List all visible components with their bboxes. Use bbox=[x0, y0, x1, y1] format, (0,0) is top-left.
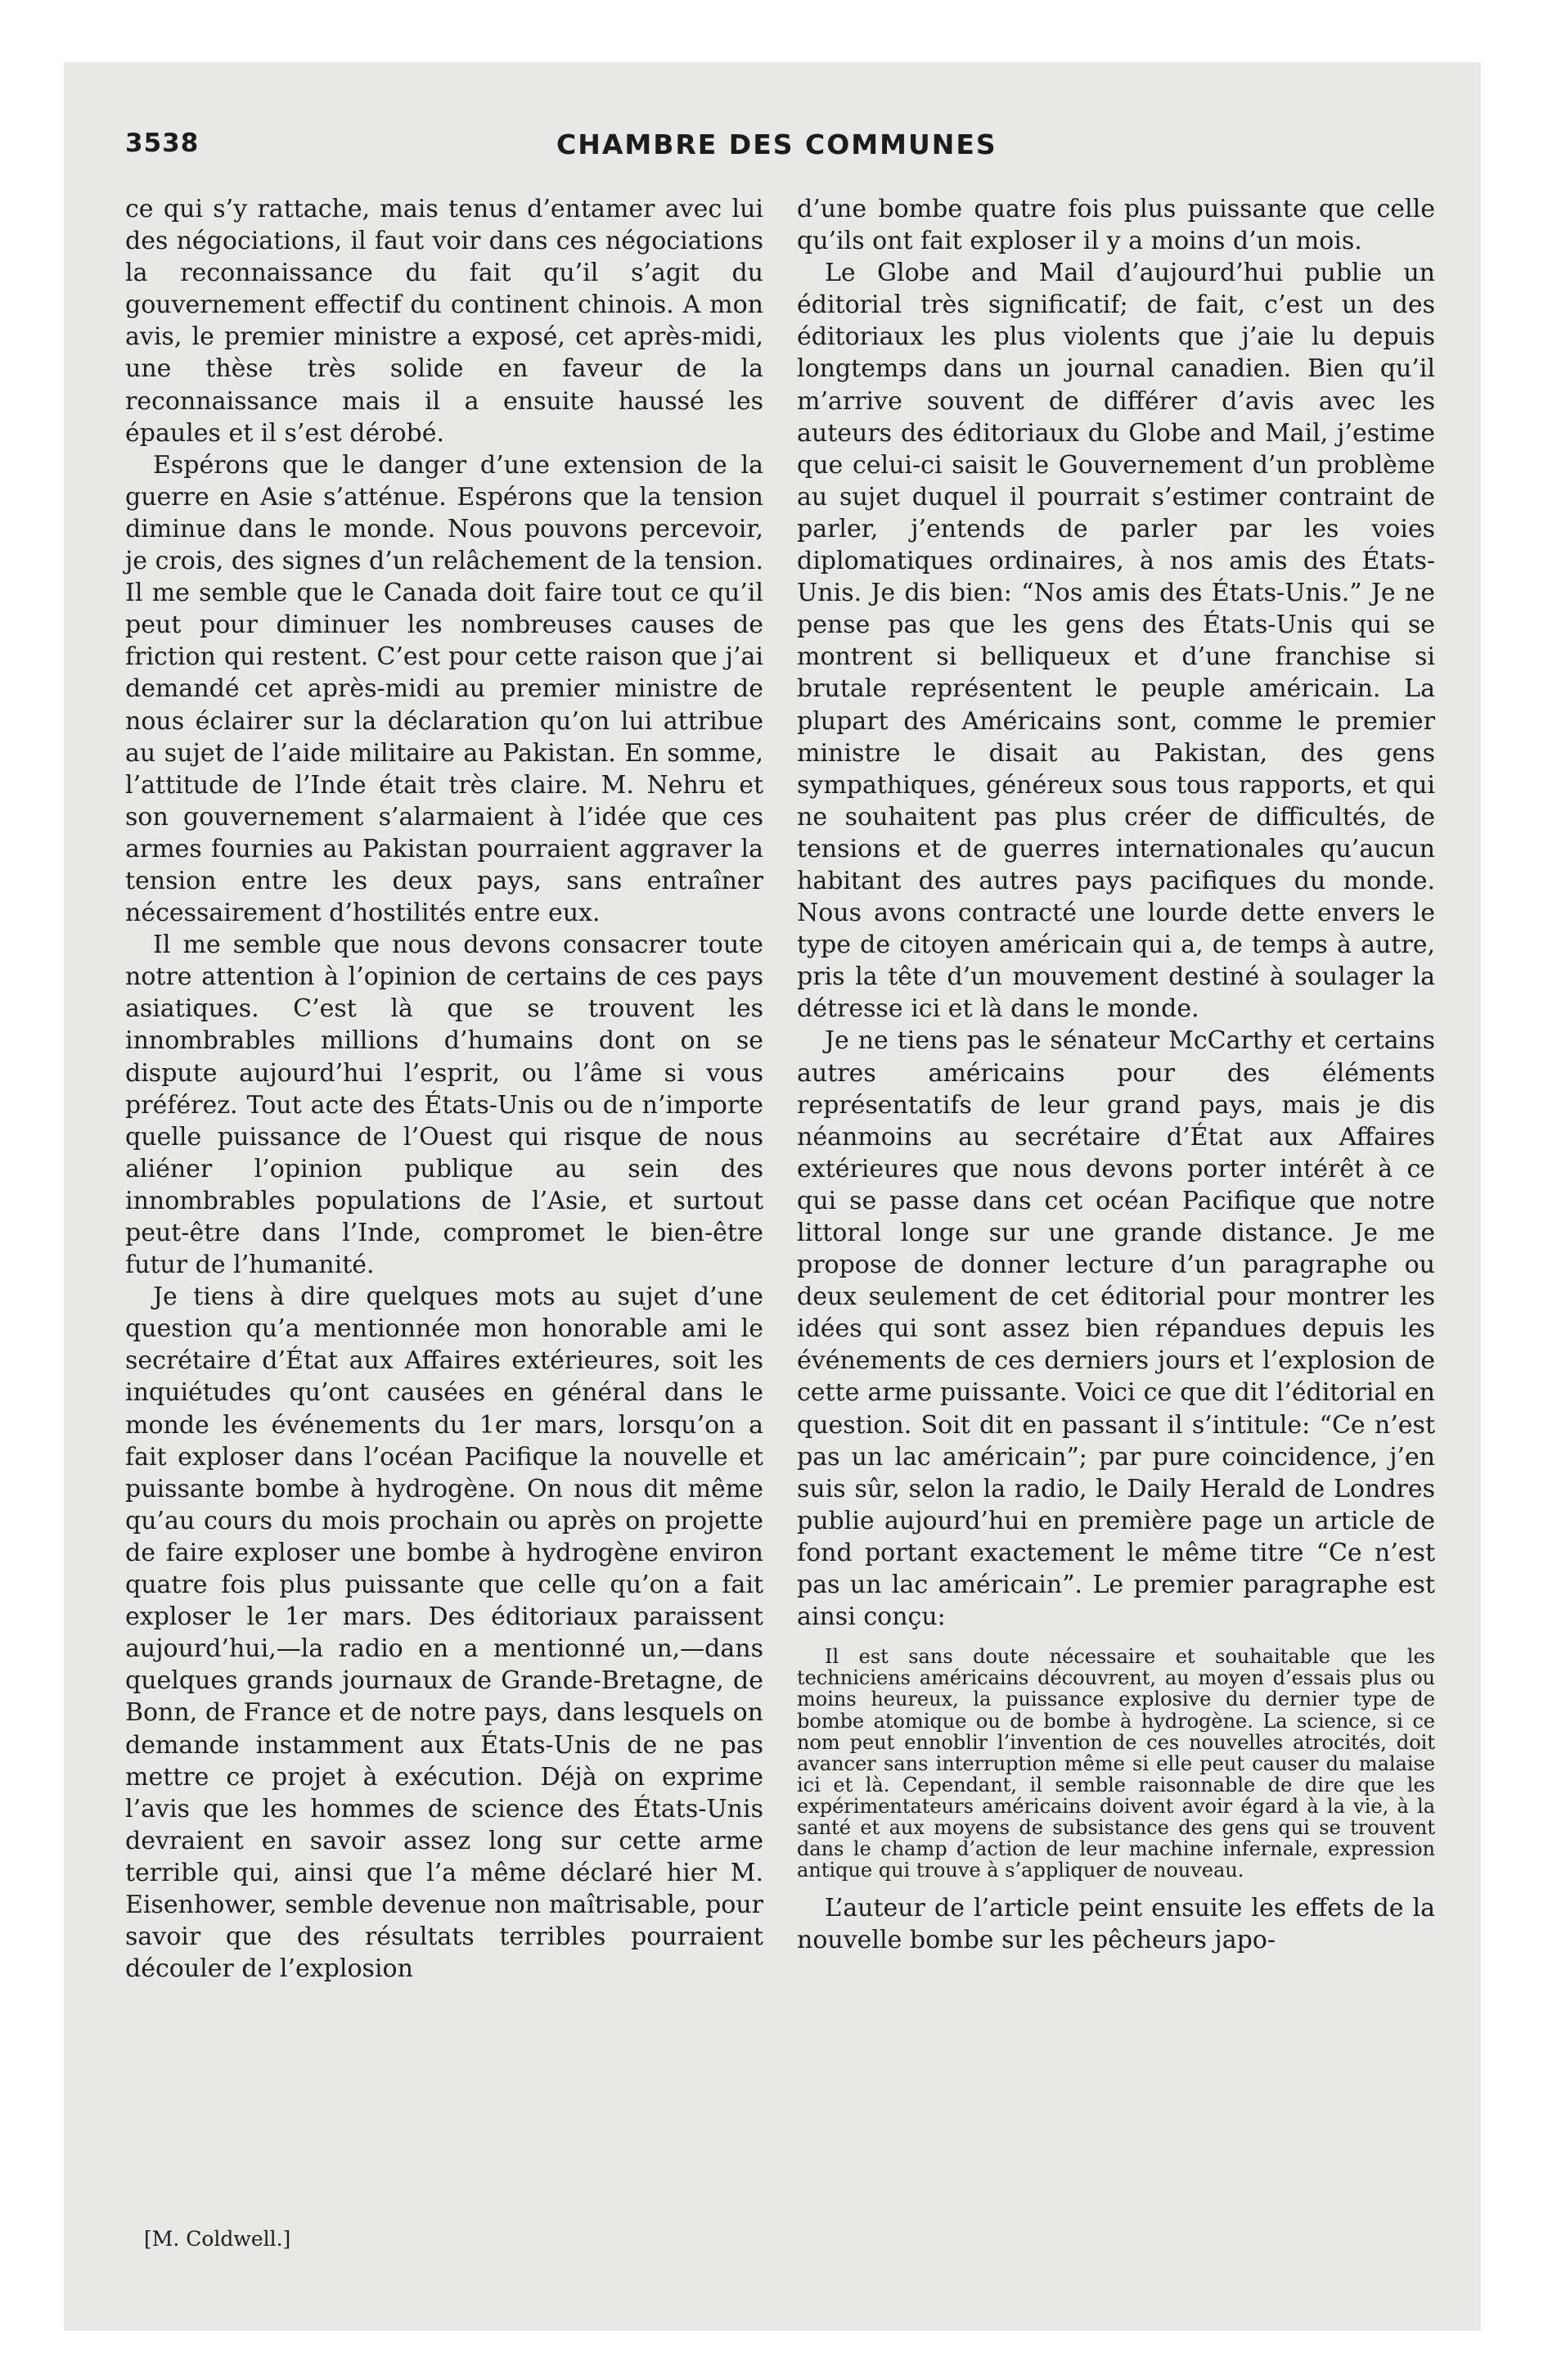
right-column bbox=[797, 193, 1435, 1956]
paragraph: L’auteur de l’article peint ensuite les effets de la nouvelle bombe sur les pêcheurs japo- bbox=[797, 1894, 1435, 1955]
paragraph: Je ne tiens pas le sénateur McCarthy et certains autres américains pour des éléments représentatifs de leur grand pays, mais je dis néanmoins au secrétaire d’État aux Affaires extérieures que nous devons porter intérêt à ce qui se passe dans cet océan Pacifique que notre littoral longe sur une grande distance. Je me propose de donner lecture d’un paragraphe ou deux seulement de cet éditorial pour montrer les idées qui sont assez bien répandues depuis les événements de ces derniers jours et l’explosion de cette arme puissante. Voici ce que dit l’éditorial en question. Soit dit en passant il s’intitule: “Ce n’est pas un lac américain”; par pure coincidence, j’en suis sûr, selon la radio, le Daily Herald de Londres publie aujourd’hui en première page un article de fond portant exactement le même titre “Ce n’est pas un lac américain”. Le premier paragraphe est ainsi conçu: bbox=[797, 1026, 1435, 1632]
paragraph: d’une bombe quatre fois plus puissante que celle qu’ils ont fait exploser il y a moins d’un mois. bbox=[797, 195, 1435, 256]
paragraph: Le Globe and Mail d’aujourd’hui publie un éditorial très significatif; de fait, c’est un des éditoriaux les plus violents que j’aie lu depuis longtemps dans un journal canadien. Bien qu’il m’arrive souvent de différer d’avis avec les auteurs des éditoriaux du Globe and Mail, j’estime que celui-ci saisit le Gouvernement d’un problème au sujet duquel il pourrait s’estimer contraint de parler, j’entends de parler par les voies diplomatiques ordinaires, à nos amis des États-Unis. Je dis bien: “Nos amis des États-Unis.” Je ne pense pas que les gens des États-Unis qui se montrent si belliqueux et d’une franchise si brutale représentent le peuple américain. La plupart des Américains sont, comme le premier ministre le disait au Pakistan, des gens sympathiques, généreux sous tous rapports, et qui ne souhaitent pas plus créer de difficultés, de tensions et de guerres internationales qu’aucun habitant des autres pays pacifiques du monde. Nous avons contracté une lourde dette envers le type de citoyen américain qui a, de temps à autre, pris la tête d’un mouvement destiné à soulager la détresse ici et là dans le monde. bbox=[797, 259, 1435, 1024]
block-quote: Il est sans doute nécessaire et souhaitable que les techniciens américains découvrent, au moyen d’essais plus ou moins heureux, la puissance explosive du dernier type de bombe atomique ou de bombe à hydrogène. La science, si ce nom peut ennoblir l’invention de ces nouvelles atrocités, doit avancer sans interruption même si elle peut causer du malaise ici et là. Cependant, il semble raisonnable de dire que les expérimentateurs américains doivent avoir égard à la vie, à la santé et aux moyens de subsistance des gens qui se trouvent dans le champ d’action de leur machine infernale, expression antique qui trouve à s’appliquer de nouveau. bbox=[797, 1645, 1435, 1882]
page-number: 3538 bbox=[125, 128, 200, 158]
paragraph: Je tiens à dire quelques mots au sujet d’une question qu’a mentionnée mon honorable ami le secrétaire d’État aux Affaires extérieures, soit les inquiétudes qu’ont causées en général dans le monde les événements du 1er mars, lorsqu’on a fait exploser dans l’océan Pacifique la nouvelle et puissante bombe à hydrogène. On nous dit même qu’au cours du mois prochain ou après on projette de faire exploser une bombe à hydrogène environ quatre fois plus puissante que celle qu’on a fait exploser le 1er mars. Des éditoriaux paraissent aujourd’hui,—la radio en a mentionné un,—dans quelques grands journaux de Grande-Bretagne, de Bonn, de France et de notre pays, dans lesquels on demande instamment aux États-Unis de ne pas mettre ce projet à exécution. Déjà on exprime l’avis que les hommes de science des États-Unis devraient en savoir assez long sur cette arme terrible qui, ainsi que l’a même déclaré hier M. Eisenhower, semble devenue non maîtrisable, pour savoir que des résultats terribles pourraient découler de l’explosion bbox=[125, 1282, 763, 1984]
paragraph: Espérons que le danger d’une extension de la guerre en Asie s’atténue. Espérons que la tension diminue dans le monde. Nous pouvons percevoir, je crois, des signes d’un relâchement de la tension. Il me semble que le Canada doit faire tout ce qu’il peut pour diminuer les nombreuses causes de friction qui restent. C’est pour cette raison que j’ai demandé cet après-midi au premier ministre de nous éclairer sur la déclaration qu’on lui attribue au sujet de l’aide militaire au Pakistan. En somme, l’attitude de l’Inde était très claire. M. Nehru et son gouvernement s’alarmaient à l’idée que ces armes fournies au Pakistan pourraient aggraver la tension entre les deux pays, sans entraîner nécessairement d’hostilités entre eux. bbox=[125, 450, 763, 928]
left-column bbox=[125, 193, 763, 1985]
speaker-attribution: [M. Coldwell.] bbox=[144, 2227, 291, 2251]
running-head: CHAMBRE DES COMMUNES bbox=[556, 128, 997, 160]
paragraph: Il me semble que nous devons consacrer toute notre attention à l’opinion de certains de ces pays asiatiques. C’est là que se trouvent les innombrables millions d’humains dont on se dispute aujourd’hui l’esprit, ou l’âme si vous préférez. Tout acte des États-Unis ou de n’importe quelle puissance de l’Ouest qui risque de nous aliéner l’opinion publique au sein des innombrables populations de l’Asie, et surtout peut-être dans l’Inde, compromet le bien-être futur de l’humanité. bbox=[125, 931, 763, 1280]
paragraph: ce qui s’y rattache, mais tenus d’entamer avec lui des négociations, il faut voir dans ces négociations la reconnaissance du fait qu’il s’agit du gouvernement effectif du continent chinois. A mon avis, le premier ministre a exposé, cet après-midi, une thèse très solide en faveur de la reconnaissance mais il a ensuite haussé les épaules et il s’est dérobé. bbox=[125, 195, 763, 448]
